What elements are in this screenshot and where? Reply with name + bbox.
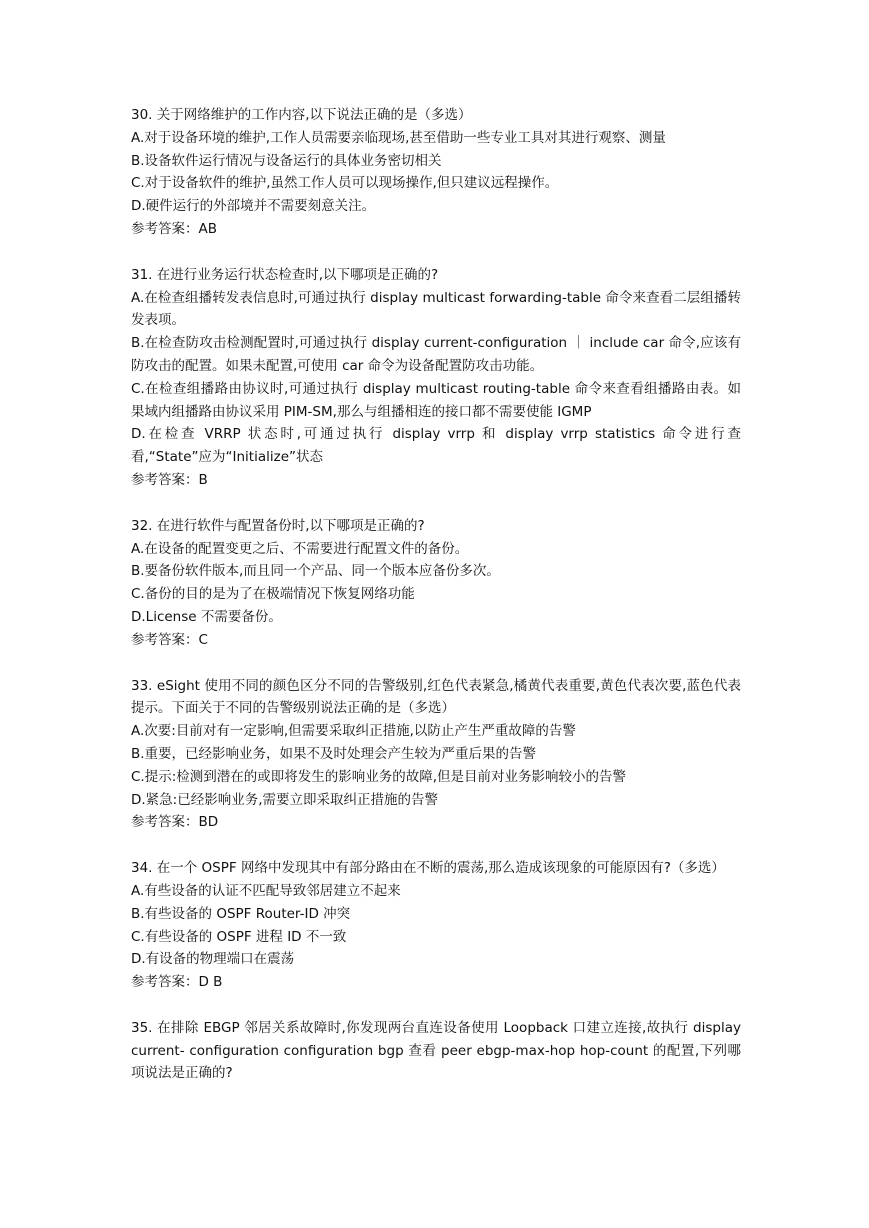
option-c: C.对于设备软件的维护,虽然工作人员可以现场操作,但只建议远程操作。 [131,175,559,192]
option-b: B.在检查防攻击检测配置时,可通过执行 display current-configuration ｜ include car 命令,应该有防攻击的配置。如果未配置,可使用 car 命令为设备配置防攻击功能。 [131,335,741,374]
question-30 [131,104,741,241]
option-c: C.提示:检测到潜在的或即将发生的影响业务的故障,但是目前对业务影响较小的告警 [131,768,627,785]
option-c: C.在检查组播路由协议时,可通过执行 display multicast routing-table 命令来查看组播路由表。如果域内组播路由协议采用 PIM-SM,那么与组播相连的接口都不需要使能 IGMP [131,380,741,420]
question-title: 32. 在进行软件与配置备份时,以下哪项是正确的? [131,517,425,534]
option-a: A.有些设备的认证不匹配导致邻居建立不起来 [131,882,401,899]
question-title: 30. 关于网络维护的工作内容,以下说法正确的是（多选） [131,107,472,123]
option-d: D.License 不需要备份。 [131,608,282,625]
question-title: 35. 在排除 EBGP 邻居关系故障时,你发现两台直连设备使用 Loopback 口建立连接,故执行 display current- configuration configuration bgp 查看 peer ebgp-max-hop hop-count 的配置,下列哪项说法是正确的? [131,1019,741,1082]
option-c: C.备份的目的是为了在极端情况下恢复网络功能 [131,586,415,603]
question-34 [131,857,741,994]
question-title: 34. 在一个 OSPF 网络中发现其中有部分路由在不断的震荡,那么造成该现象的可能原因有?（多选） [131,860,725,877]
option-b: B.要备份软件版本,而且同一个产品、同一个版本应备份多次。 [131,563,500,580]
answer-text: 参考答案：BD [131,814,219,831]
option-b: B.重要，已经影响业务，如果不及时处理会产生较为严重后果的告警 [131,745,537,762]
question-33 [131,675,741,835]
answer-text: 参考答案：B [131,471,208,488]
option-a: A.在设备的配置变更之后、不需要进行配置文件的备份。 [131,540,469,557]
option-b: B.设备软件运行情况与设备运行的具体业务密切相关 [131,152,442,169]
answer-text: 参考答案：C [131,631,208,648]
option-b: B.有些设备的 OSPF Router-ID 冲突 [131,905,351,922]
answer-text: 参考答案：D B [131,974,223,991]
question-31 [131,264,741,492]
answer-text: 参考答案：AB [131,220,217,237]
question-title: 33. eSight 使用不同的颜色区分不同的告警级别,红色代表紧急,橘黄代表重要,黄色代表次要,蓝色代表提示。下面关于不同的告警级别说法正确的是（多选） [131,677,741,717]
option-d: D.硬件运行的外部境并不需要刻意关注。 [131,198,376,215]
option-c: C.有些设备的 OSPF 进程 ID 不一致 [131,928,347,945]
option-a: A.对于设备环境的维护,工作人员需要亲临现场,甚至借助一些专业工具对其进行观察、测量 [131,129,666,146]
option-d: D.在检查 VRRP 状态时,可通过执行 display vrrp 和 display vrrp statistics 命令进行查看,“State”应为“Initialize”状态 [131,426,741,466]
question-title: 31. 在进行业务运行状态检查时,以下哪项是正确的? [131,266,439,283]
question-32 [131,515,741,652]
document-page [131,104,741,1108]
option-d: D.有设备的物理端口在震荡 [131,951,295,968]
option-a: A.次要:目前对有一定影响,但需要采取纠正措施,以防止产生严重故障的告警 [131,723,576,740]
question-35 [131,1017,741,1085]
option-d: D.紧急:已经影响业务,需要立即采取纠正措施的告警 [131,791,439,808]
option-a: A.在检查组播转发表信息时,可通过执行 display multicast forwarding-table 命令来查看二层组播转发表项。 [131,289,741,329]
